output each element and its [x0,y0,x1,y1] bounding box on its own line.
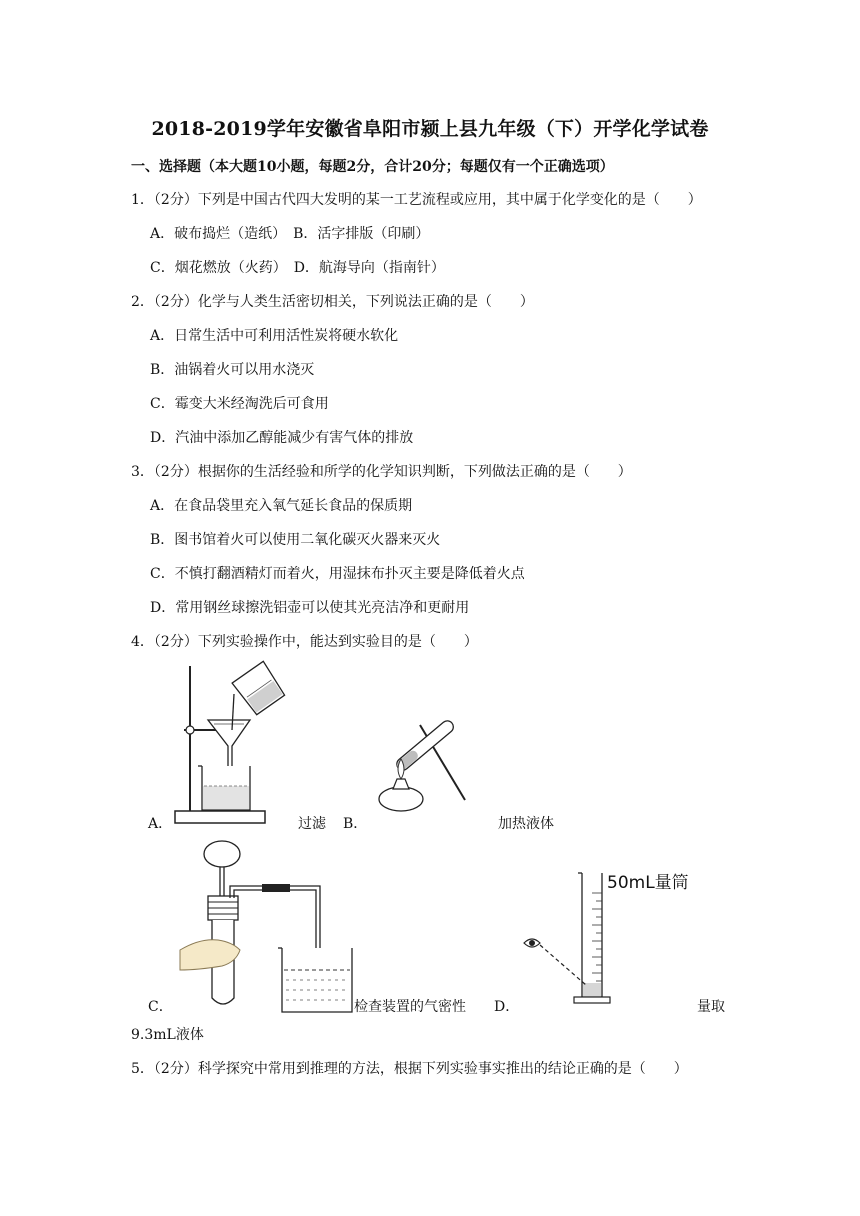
question-2-option-d: D．汽油中添加乙醇能减少有害气体的排放 [150,430,414,446]
option-d-caption-cont: 9.3mL液体 [131,1027,204,1043]
question-3-option-b: B．图书馆着火可以使用二氧化碳灭火器来灭火 [150,532,441,548]
option-a-caption: 过滤 [298,816,326,832]
option-b-caption: 加热液体 [498,816,554,832]
question-2-option-b: B．油锅着火可以用水浇灭 [150,362,315,378]
question-1-options-row2: C．烟花燃放（火药） D．航海导向（指南针） [150,260,445,276]
option-b-label: B． [343,816,368,832]
question-1-options-row1: A．破布捣烂（造纸） B．活字排版（印刷） [150,226,430,242]
question-2-stem: 2．（2分）化学与人类生活密切相关，下列说法正确的是（ ） [131,294,534,310]
question-4-stem: 4．（2分）下列实验操作中，能达到实验目的是（ ） [131,634,478,650]
question-1-stem: 1．（2分）下列是中国古代四大发明的某一工艺流程或应用，其中属于化学变化的是（ ） [131,192,702,208]
question-2-option-c: C．霉变大米经淘洗后可食用 [150,396,329,412]
question-3-option-c: C．不慎打翻酒精灯而着火，用湿抹布扑灭主要是降低着火点 [150,566,525,582]
question-2-option-a: A．日常生活中可利用活性炭将硬水软化 [150,328,399,344]
section-heading: 一、选择题（本大题10小题，每题2分，合计20分；每题仅有一个正确选项） [131,159,614,175]
question-3-option-a: A．在食品袋里充入氧气延长食品的保质期 [150,498,413,514]
option-d-label: D． [494,999,520,1015]
airtightness-check-figure [170,838,360,1018]
option-c-caption: 检查装置的气密性 [354,999,466,1015]
question-3-option-d: D．常用钢丝球擦洗铝壶可以使其光亮洁净和更耐用 [150,600,470,616]
heating-liquid-figure [365,705,475,815]
option-a-label: A． [148,816,173,832]
question-3-stem: 3．（2分）根据你的生活经验和所学的化学知识判断，下列做法正确的是（ ） [131,464,632,480]
cylinder-label: 50mL量筒 [607,873,689,893]
filtration-apparatus-figure [170,658,310,828]
page-title: 2018-2019学年安徽省阜阳市颍上县九年级（下）开学化学试卷 [151,118,709,140]
option-c-label: C． [148,999,173,1015]
question-5-stem: 5．（2分）科学探究中常用到推理的方法，根据下列实验事实推出的结论正确的是（ ） [131,1061,688,1077]
option-d-caption: 量取 [697,999,725,1015]
